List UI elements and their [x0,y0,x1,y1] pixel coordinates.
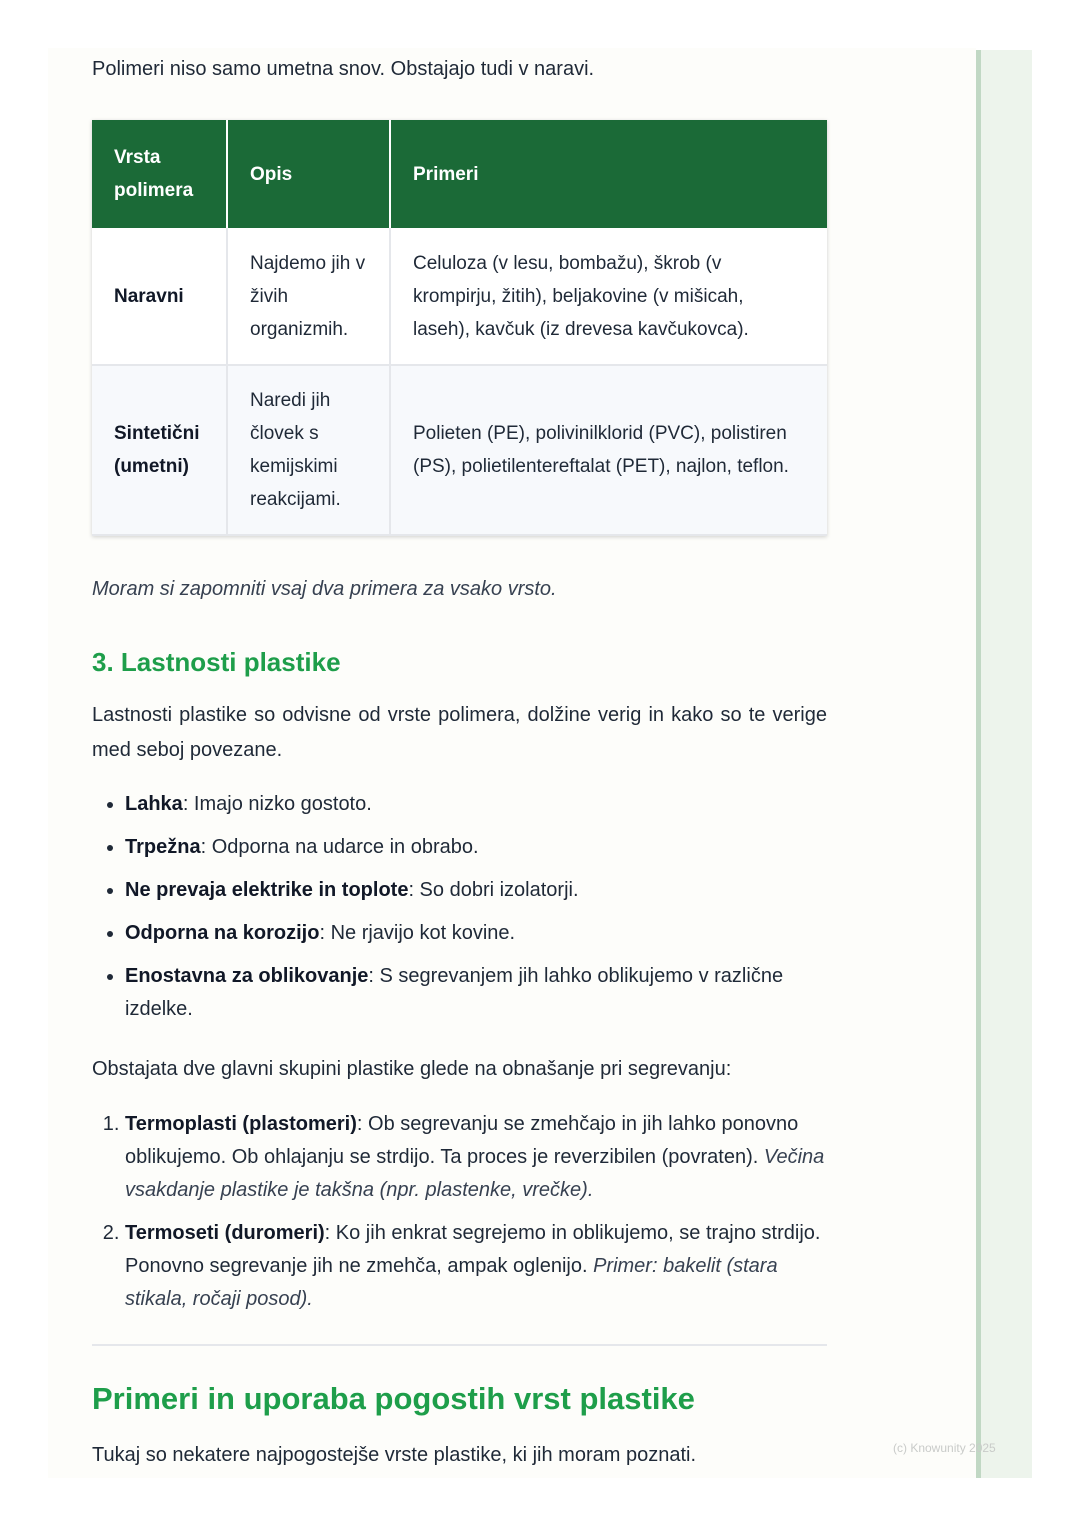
document-page [48,48,976,1478]
section-heading: 3. Lastnosti plastike [92,647,341,677]
table-cell-desc: Naredi jih človek s kemijskimi reakcijami. [227,365,390,535]
table-header-cell: Opis [227,120,390,228]
properties-list [92,788,827,1036]
table-cell-desc: Najdemo jih v živih organizmih. [227,228,390,365]
table-cell-examples: Celuloza (v lesu, bombažu), škrob (v krompirju, žitih), beljakovine (v mišicah, laseh), kavčuk (iz drevesa kavčukovca). [390,228,827,365]
table-cell-examples: Polieten (PE), polivinilklorid (PVC), polistiren (PS), polietilentereftalat (PET), najlon, teflon. [390,365,827,535]
table-header-cell: Primeri [390,120,827,228]
table-cell-type: Naravni [92,228,227,365]
section-divider [92,1344,827,1346]
table-header-row [92,120,827,228]
list-item: • Trpežna: Odporna na udarce in obrabo. [125,831,827,864]
table-row [92,365,827,535]
sidebar-panel [981,50,1032,1478]
groups-intro: Obstajata dve glavni skupini plastike glede na obnašanje pri segrevanju: [92,1058,732,1080]
list-item: • Ne prevaja elektrike in toplote: So dobri izolatorji. [125,874,827,907]
table-row [92,228,827,365]
polymer-types-table [92,120,827,536]
list-item: • Enostavna za oblikovanje: S segrevanjem jih lahko oblikujemo v različne izdelke. [125,960,827,1026]
section-paragraph: Tukaj so nekatere najpogostejše vrste plastike, ki jih moram poznati. [92,1444,696,1466]
intro-paragraph: Polimeri niso samo umetna snov. Obstajajo tudi v naravi. [92,58,595,80]
table-cell-type: Sintetični (umetni) [92,365,227,535]
section-paragraph: Lastnosti plastike so odvisne od vrste polimera, dolžine verig in kako so te verige med seboj povezane. [92,704,827,761]
list-item: • Lahka: Imajo nizko gostoto. [125,788,827,821]
section-heading-large: Primeri in uporaba pogostih vrst plastike [92,1381,695,1416]
watermark: (c) Knowunity 2025 [893,1441,996,1455]
list-item: • Odporna na korozijo: Ne rjavijo kot kovine. [125,917,827,950]
list-item: 1. Termoplasti (plastomeri): Ob segrevanju se zmehčajo in jih lahko ponovno oblikujemo. Ob ohlajanju se strdijo. Ta proces je reverzibilen (povraten). Večina vsakdanje plastike je takšna (npr. plastenke, vrečke). [125,1108,827,1207]
plastic-groups-list [92,1108,827,1326]
note-text: Moram si zapomniti vsaj dva primera za vsako vrsto. [92,578,557,600]
list-item: 2. Termoseti (duromeri): Ko jih enkrat segrejemo in oblikujemo, se trajno strdijo. Ponovno segrevanje jih ne zmehča, ampak oglenijo. Primer: bakelit (stara stikala, ročaji posod). [125,1217,827,1316]
table-header-cell: Vrsta polimera [92,120,227,228]
